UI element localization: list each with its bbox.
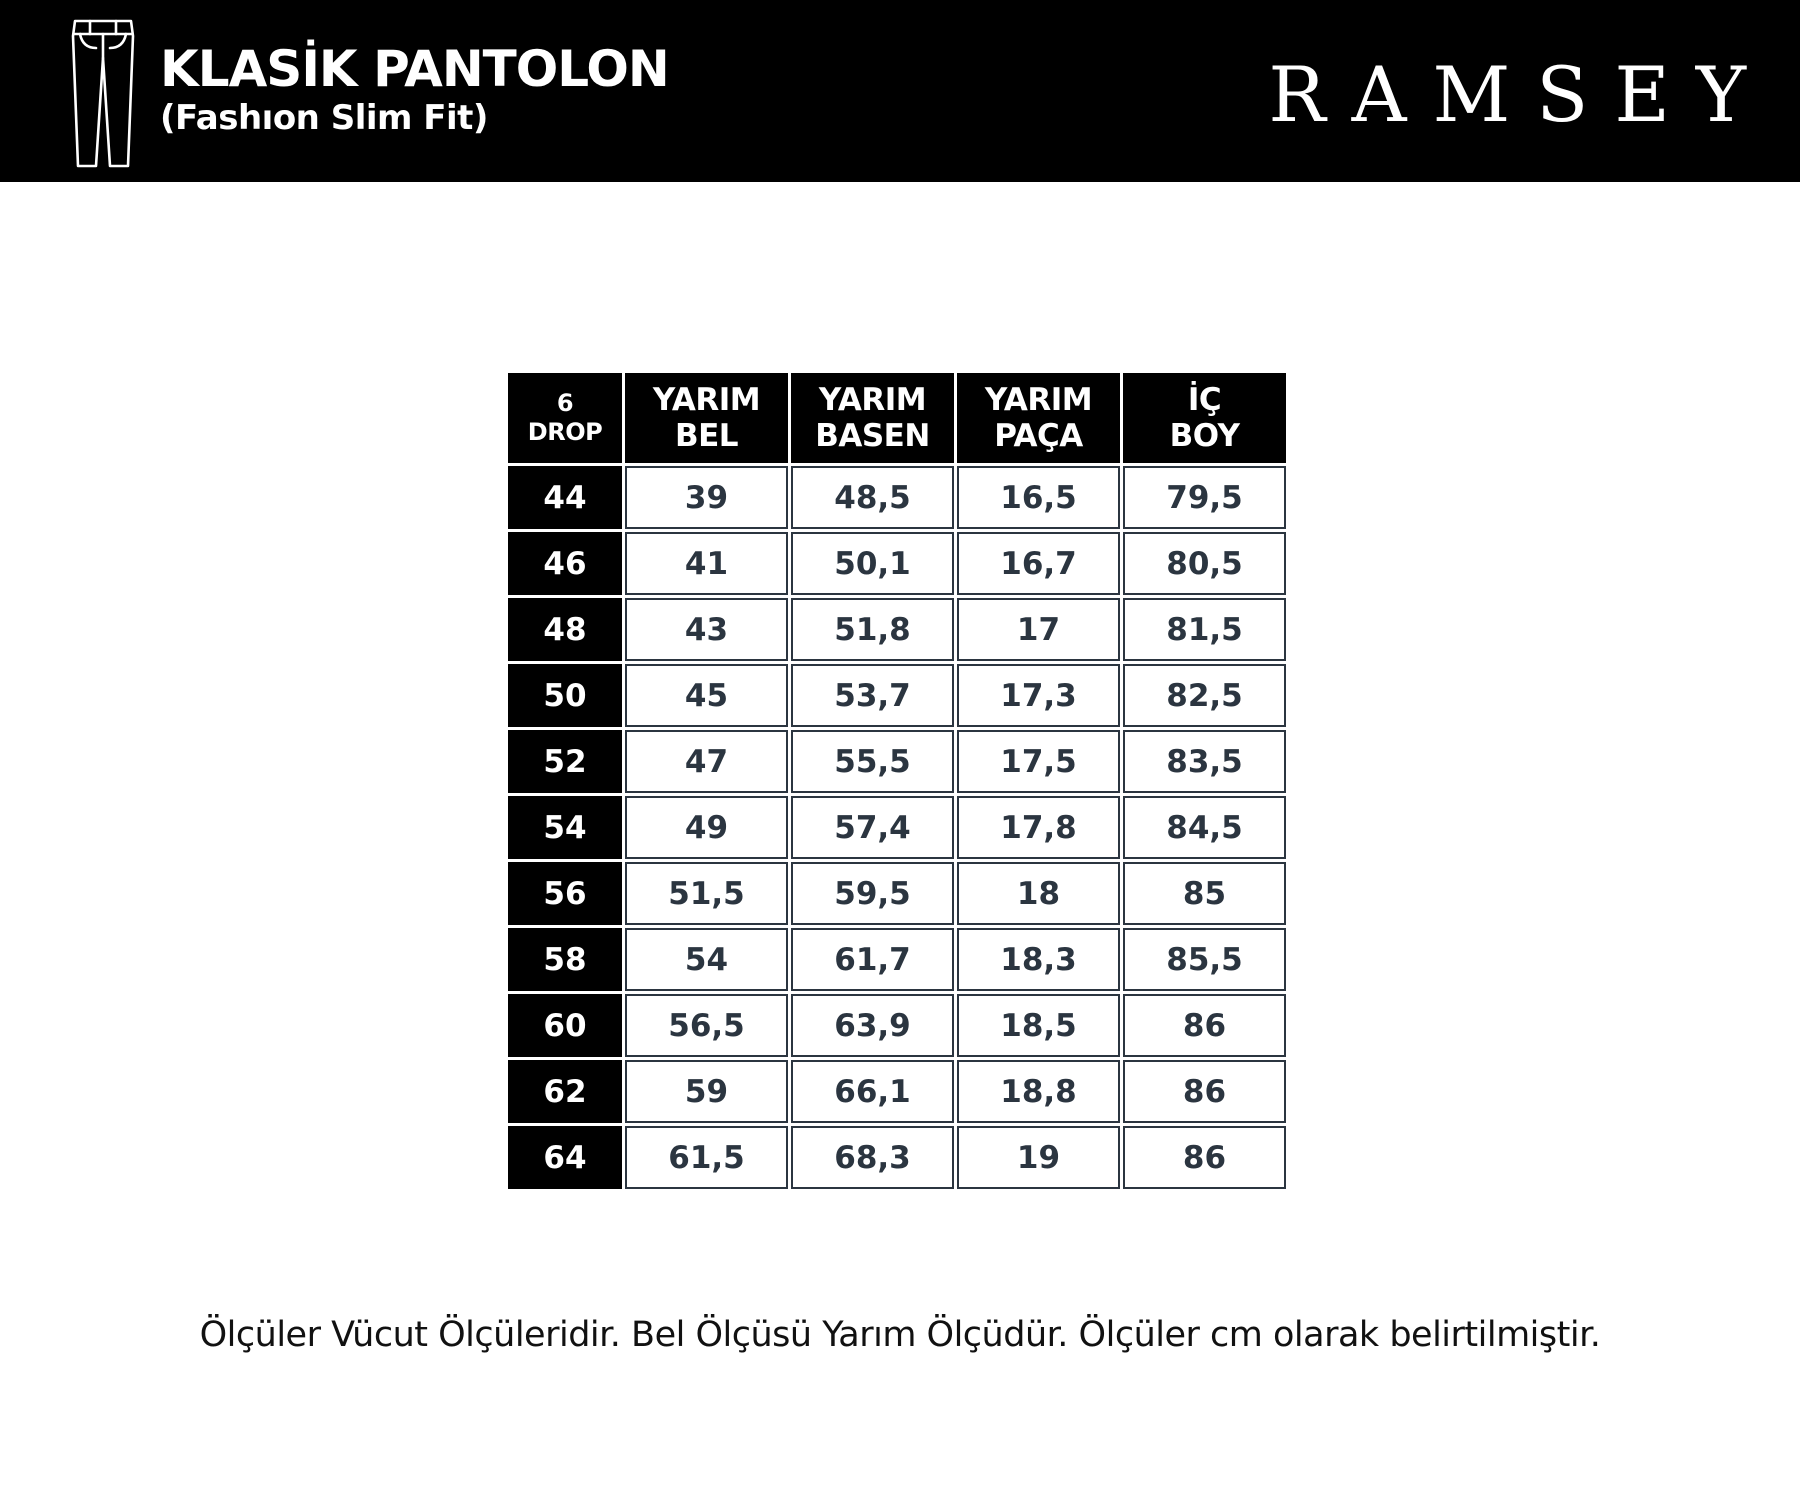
table-row	[508, 730, 1286, 793]
value-cell: 17	[957, 598, 1120, 661]
value-cell: 43	[625, 598, 788, 661]
product-subtitle: (Fashıon Slim Fit)	[160, 98, 488, 138]
header-line: PAÇA	[994, 418, 1083, 454]
value-cell: 45	[625, 664, 788, 727]
brand-logo: RAMSEY	[1268, 50, 1772, 139]
value-cell: 61,5	[625, 1126, 788, 1189]
title-block	[160, 40, 669, 138]
measurement-note: Ölçüler Vücut Ölçüleridir. Bel Ölçüsü Yarım Ölçüdür. Ölçüler cm olarak belirtilmiştir.	[199, 1315, 1601, 1355]
size-cell: 54	[508, 796, 622, 859]
value-cell: 18,3	[957, 928, 1120, 991]
value-cell: 63,9	[791, 994, 954, 1057]
size-cell: 44	[508, 466, 622, 529]
header-ic-boy	[1123, 373, 1286, 463]
drop-header	[508, 373, 622, 463]
header-yarim-paca	[957, 373, 1120, 463]
table-row	[508, 532, 1286, 595]
value-cell: 66,1	[791, 1060, 954, 1123]
value-cell: 17,5	[957, 730, 1120, 793]
value-cell: 84,5	[1123, 796, 1286, 859]
size-chart-table	[505, 370, 1289, 1192]
header-line: YARIM	[818, 382, 927, 418]
value-cell: 17,3	[957, 664, 1120, 727]
value-cell: 51,5	[625, 862, 788, 925]
value-cell: 18,5	[957, 994, 1120, 1057]
pants-icon	[70, 18, 136, 170]
value-cell: 50,1	[791, 532, 954, 595]
table-header-row	[508, 373, 1286, 463]
value-cell: 54	[625, 928, 788, 991]
header-bar	[0, 0, 1800, 182]
value-cell: 17,8	[957, 796, 1120, 859]
table-row	[508, 664, 1286, 727]
table-row	[508, 466, 1286, 529]
table-row	[508, 796, 1286, 859]
table-row	[508, 598, 1286, 661]
value-cell: 86	[1123, 1060, 1286, 1123]
value-cell: 81,5	[1123, 598, 1286, 661]
table-row	[508, 1060, 1286, 1123]
drop-label: DROP	[527, 418, 603, 446]
header-line: BEL	[674, 418, 739, 454]
table-row	[508, 928, 1286, 991]
value-cell: 16,7	[957, 532, 1120, 595]
value-cell: 16,5	[957, 466, 1120, 529]
header-line: YARIM	[652, 382, 761, 418]
table-row	[508, 1126, 1286, 1189]
size-cell: 58	[508, 928, 622, 991]
value-cell: 47	[625, 730, 788, 793]
value-cell: 85	[1123, 862, 1286, 925]
value-cell: 86	[1123, 1126, 1286, 1189]
size-cell: 56	[508, 862, 622, 925]
size-cell: 60	[508, 994, 622, 1057]
table-row	[508, 994, 1286, 1057]
value-cell: 18,8	[957, 1060, 1120, 1123]
size-cell: 46	[508, 532, 622, 595]
product-title: KLASİK PANTOLON	[160, 40, 669, 98]
header-yarim-bel	[625, 373, 788, 463]
value-cell: 55,5	[791, 730, 954, 793]
value-cell: 19	[957, 1126, 1120, 1189]
value-cell: 86	[1123, 994, 1286, 1057]
value-cell: 59,5	[791, 862, 954, 925]
value-cell: 49	[625, 796, 788, 859]
value-cell: 56,5	[625, 994, 788, 1057]
value-cell: 82,5	[1123, 664, 1286, 727]
size-cell: 52	[508, 730, 622, 793]
value-cell: 51,8	[791, 598, 954, 661]
value-cell: 39	[625, 466, 788, 529]
table-row	[508, 862, 1286, 925]
header-line: YARIM	[984, 382, 1093, 418]
header-line: BOY	[1169, 418, 1240, 454]
value-cell: 18	[957, 862, 1120, 925]
header-line: BASEN	[815, 418, 930, 454]
value-cell: 53,7	[791, 664, 954, 727]
drop-number: 6	[556, 389, 574, 417]
size-cell: 48	[508, 598, 622, 661]
value-cell: 68,3	[791, 1126, 954, 1189]
size-cell: 50	[508, 664, 622, 727]
value-cell: 41	[625, 532, 788, 595]
value-cell: 80,5	[1123, 532, 1286, 595]
header-yarim-basen	[791, 373, 954, 463]
header-line: İÇ	[1187, 382, 1222, 418]
value-cell: 57,4	[791, 796, 954, 859]
size-cell: 64	[508, 1126, 622, 1189]
value-cell: 83,5	[1123, 730, 1286, 793]
value-cell: 79,5	[1123, 466, 1286, 529]
size-cell: 62	[508, 1060, 622, 1123]
value-cell: 59	[625, 1060, 788, 1123]
value-cell: 61,7	[791, 928, 954, 991]
value-cell: 48,5	[791, 466, 954, 529]
value-cell: 85,5	[1123, 928, 1286, 991]
